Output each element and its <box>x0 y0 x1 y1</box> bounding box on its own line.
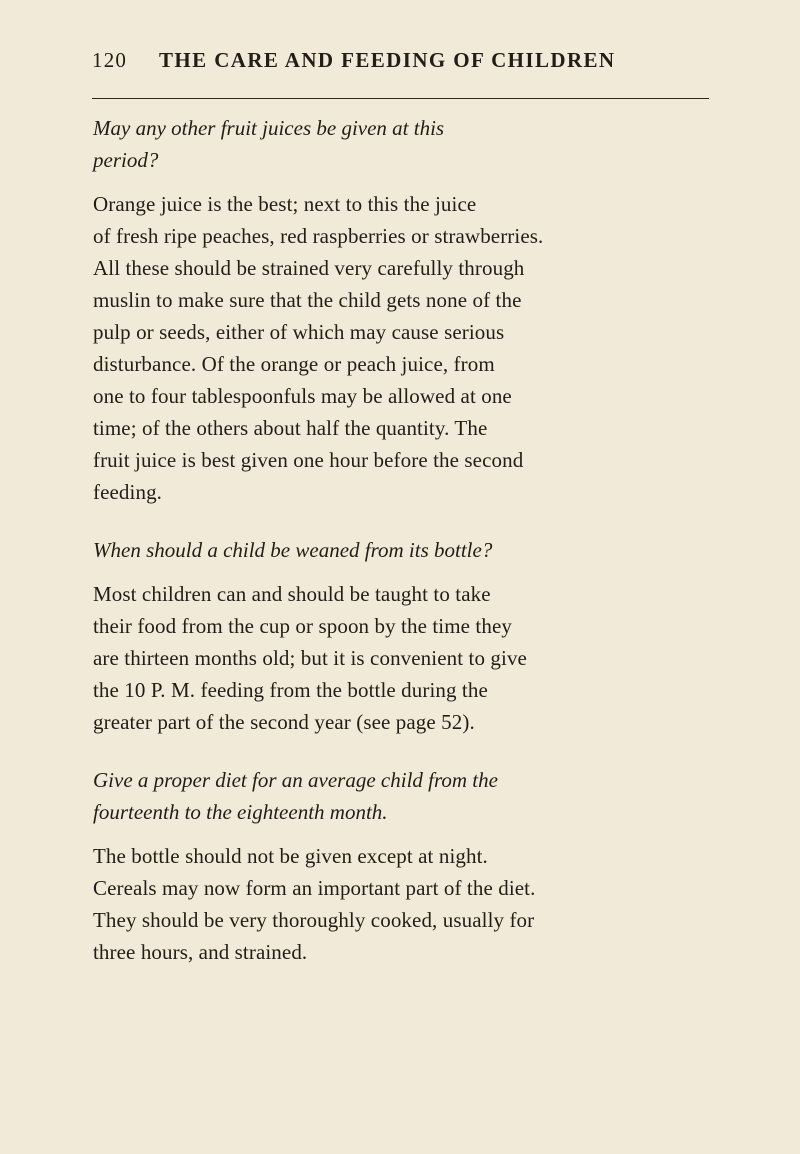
running-title: THE CARE AND FEEDING OF CHILDREN <box>159 48 616 72</box>
answer-line: the 10 P. M. feeding from the bottle during the <box>93 678 488 702</box>
answer-line: pulp or seeds, either of which may cause serious <box>93 320 505 344</box>
answer-line: fruit juice is best given one hour before the second <box>93 448 524 472</box>
question-line: period? <box>93 148 159 172</box>
answer-line: of fresh ripe peaches, red raspberries or strawberries. <box>93 224 544 248</box>
page-content <box>93 112 710 968</box>
question-weaning <box>93 534 710 566</box>
question-line: May any other fruit juices be given at this <box>93 116 445 140</box>
question-line: Give a proper diet for an average child from the <box>93 768 498 792</box>
answer-line: muslin to make sure that the child gets none of the <box>93 288 522 312</box>
question-fruit-juices <box>93 112 710 176</box>
answer-line: All these should be strained very carefully through <box>93 256 525 280</box>
answer-line: The bottle should not be given except at night. <box>93 844 488 868</box>
answer-line: disturbance. Of the orange or peach juice, from <box>93 352 495 376</box>
diet-section <box>93 764 710 968</box>
fruit-juices-section <box>93 112 710 508</box>
answer-line: feeding. <box>93 480 163 504</box>
question-line: fourteenth to the eighteenth month. <box>93 800 388 824</box>
answer-line: three hours, and strained. <box>93 940 308 964</box>
answer-line: their food from the cup or spoon by the time they <box>93 614 512 638</box>
answer-line: Most children can and should be taught to take <box>93 582 491 606</box>
question-diet <box>93 764 710 828</box>
answer-weaning <box>93 578 710 738</box>
answer-line: greater part of the second year (see page 52). <box>93 710 475 734</box>
header-rule <box>92 98 709 99</box>
answer-line: time; of the others about half the quantity. The <box>93 416 488 440</box>
answer-fruit-juices <box>93 188 710 508</box>
answer-line: one to four tablespoonfuls may be allowed at one <box>93 384 512 408</box>
answer-diet <box>93 840 710 968</box>
question-line: When should a child be weaned from its bottle? <box>93 538 493 562</box>
answer-line: They should be very thoroughly cooked, usually for <box>93 908 535 932</box>
weaning-section <box>93 534 710 738</box>
answer-line: Cereals may now form an important part of the diet. <box>93 876 536 900</box>
answer-line: are thirteen months old; but it is convenient to give <box>93 646 527 670</box>
answer-line: Orange juice is the best; next to this the juice <box>93 192 477 216</box>
page-number: 120 <box>92 48 128 72</box>
